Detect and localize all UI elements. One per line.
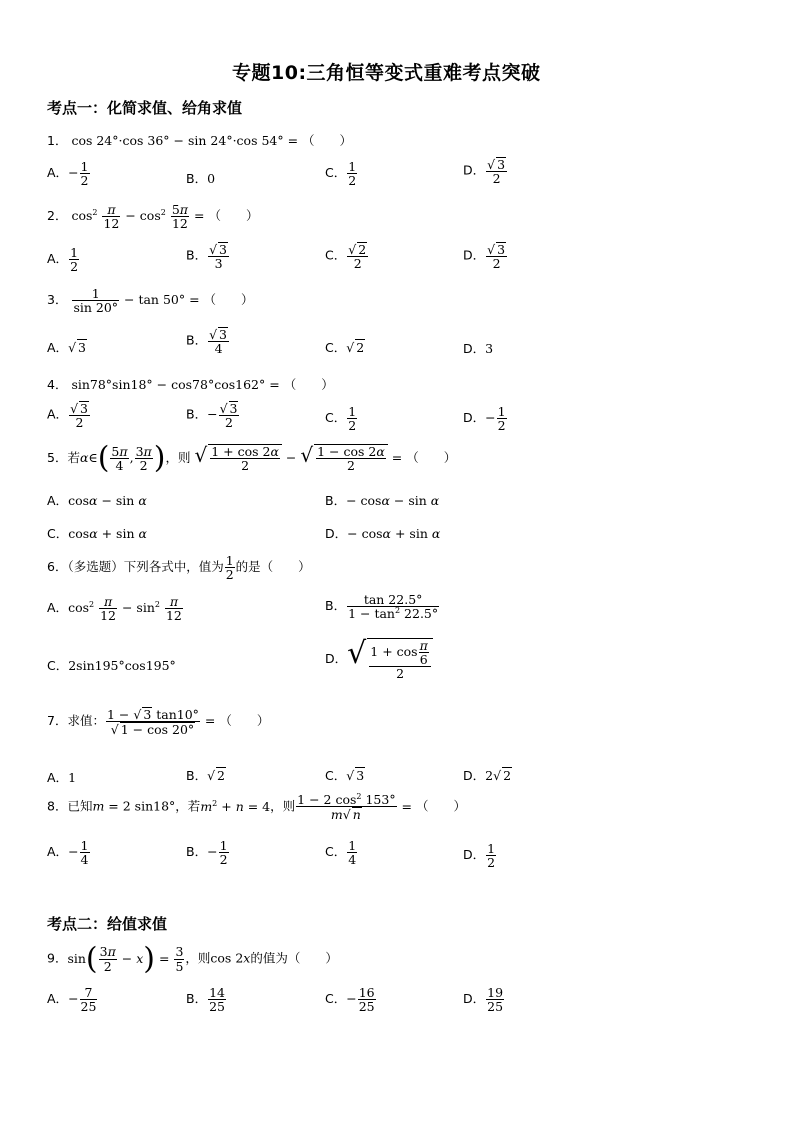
answer-bracket: （ ） — [203, 292, 254, 308]
option-d: D．√ 1 + cos $\frac{\pi}{6}$ 2 — [325, 636, 433, 680]
question-number: 6． — [47, 559, 68, 575]
option-b: B． $\frac{\tan 22.5^\circ}{1 - \tan^2 22.5^\circ}$ — [325, 592, 439, 622]
option-a: A．$\cos^2$ $\frac{\pi}{12}$ − $\sin^2$ $\frac{\pi}{12}$ — [47, 594, 182, 624]
option-a: A．− $\frac{1}{4}$ — [47, 838, 89, 868]
option-d: D． $\frac{19}{25}$ — [463, 985, 504, 1015]
option-c: C．− $\frac{16}{25}$ — [325, 985, 375, 1015]
option-d: D．3 — [463, 341, 494, 356]
option-c: C．2sin195°cos195° — [47, 658, 176, 673]
option-b: B．√ 2 — [186, 768, 225, 783]
option-c: C． $\frac{1}{2}$ — [325, 404, 357, 434]
option-b: B．− $\frac{√ 3}{2}$ — [186, 401, 238, 431]
option-c: C． $\frac{√ 2}{2}$ — [325, 242, 367, 272]
option-d: D．− cosα + sin α — [325, 526, 441, 541]
question-9: 9．sin( $\frac{3\pi}{2}$ − x) = $\frac{3}{5}$ ，则cos 2x的值为（ ） — [47, 941, 338, 976]
option-c: C．cosα + sin α — [47, 526, 147, 541]
option-d: D．− $\frac{1}{2}$ — [463, 404, 506, 434]
option-c: C． $\frac{1}{4}$ — [325, 838, 357, 868]
question-expression: sin78°sin18° − cos78°cos162° = — [71, 377, 280, 392]
page-title: 专题10:三角恒等变式重难考点突破 — [232, 62, 541, 84]
option-a: A．1 — [47, 770, 77, 785]
question-number: 7． — [47, 713, 68, 729]
option-c: C．√ 2 — [325, 340, 365, 355]
question-number: 1． — [47, 133, 68, 148]
question-1 — [47, 131, 352, 149]
question-condition: α∈( $\frac{5\pi}{4}$ , $\frac{3\pi}{2}$ ) — [79, 440, 166, 476]
question-expression: $\cos^2$ $\frac{\pi}{12}$ − $\cos^2$ $\frac{5\pi}{12}$ = — [71, 202, 205, 232]
option-d: D．2√ 2 — [463, 768, 512, 783]
question-expression: $\frac{1 - √ 3 \tan 10^\circ}{√ 1 - \cos 20^\circ}$ = — [106, 707, 216, 738]
question-7: 7．求值： $\frac{1 - √ 3 \tan 10^\circ}{√ 1 - \cos 20^\circ}$ = （ ） — [47, 707, 270, 738]
question-number: 9． — [47, 950, 68, 966]
question-expression: $\frac{1}{\sin 20^\circ}$ − tan 50° = — [73, 286, 200, 316]
option-a: A．− $\frac{7}{25}$ — [47, 985, 97, 1015]
option-a: A． $\frac{√ 3}{2}$ — [47, 401, 88, 431]
answer-bracket: （ ） — [416, 798, 467, 814]
option-b: B． $\frac{√ 3}{4}$ — [186, 327, 227, 357]
option-a: A．cosα − sin α — [47, 493, 147, 508]
question-4 — [47, 375, 334, 393]
question-condition: sin( $\frac{3\pi}{2}$ − x) = $\frac{3}{5}$ — [67, 941, 184, 976]
option-d: D． $\frac{√ 3}{2}$ — [463, 157, 506, 187]
question-number: 5． — [47, 450, 68, 465]
question-expression: cos 24°·cos 36° − sin 24°·cos 54° = — [71, 133, 299, 148]
option-c: C．√ 3 — [325, 768, 365, 783]
question-5: 5．若α∈( $\frac{5\pi}{4}$ , $\frac{3\pi}{2}$ )，则 √ $\frac{1 + \cos 2\alpha}{2}$ − √ $\frac{1 - \cos 2\alpha}{2}$ = （ ） — [47, 440, 457, 476]
option-b: B．0 — [186, 171, 216, 186]
section-heading: 考点一：化简求值、给角求值 — [47, 99, 243, 117]
option-b: B．− $\frac{1}{2}$ — [186, 838, 228, 868]
answer-bracket: （ ） — [283, 377, 334, 392]
option-b: B．− cosα − sin α — [325, 493, 440, 508]
question-3 — [47, 287, 254, 314]
option-a: A． $\frac{1}{2}$ — [47, 245, 79, 275]
option-a: A．√ 3 — [47, 340, 86, 355]
answer-bracket: （ ） — [302, 133, 353, 148]
answer-bracket: （ ） — [219, 713, 270, 729]
option-b: B． $\frac{√ 3}{3}$ — [186, 242, 227, 272]
question-6: 6．（多选题）下列各式中，值为 $\frac{1}{2}$ 的是（ ） — [47, 553, 311, 583]
question-8: 8．已知m = 2 sin18°，若$m^2 + n = 4$，则 $\frac{1 - 2 \cos^2 153^\circ}{m√ n}$ = （ ） — [47, 792, 467, 823]
question-expression: √ $\frac{1 + \cos 2\alpha}{2}$ − √ $\frac{1 - \cos 2\alpha}{2}$ = — [194, 443, 403, 473]
question-number: 8． — [47, 798, 68, 814]
question-number: 4． — [47, 377, 68, 392]
answer-bracket: （ ） — [208, 208, 259, 224]
option-c: C． $\frac{1}{2}$ — [325, 159, 357, 189]
question-number: 2． — [47, 208, 68, 224]
option-d: D． $\frac{√ 3}{2}$ — [463, 242, 506, 272]
question-number: 3． — [47, 292, 68, 308]
answer-bracket: （ ） — [406, 450, 457, 465]
section-heading: 考点二：给值求值 — [47, 915, 168, 933]
question-2 — [47, 203, 258, 230]
option-b: B． $\frac{14}{25}$ — [186, 985, 225, 1015]
option-a: A．− $\frac{1}{2}$ — [47, 159, 89, 189]
question-expression: $\frac{1 - 2 \cos^2 153^\circ}{m√ n}$ = — [297, 792, 413, 823]
option-d: D． $\frac{1}{2}$ — [463, 841, 496, 871]
